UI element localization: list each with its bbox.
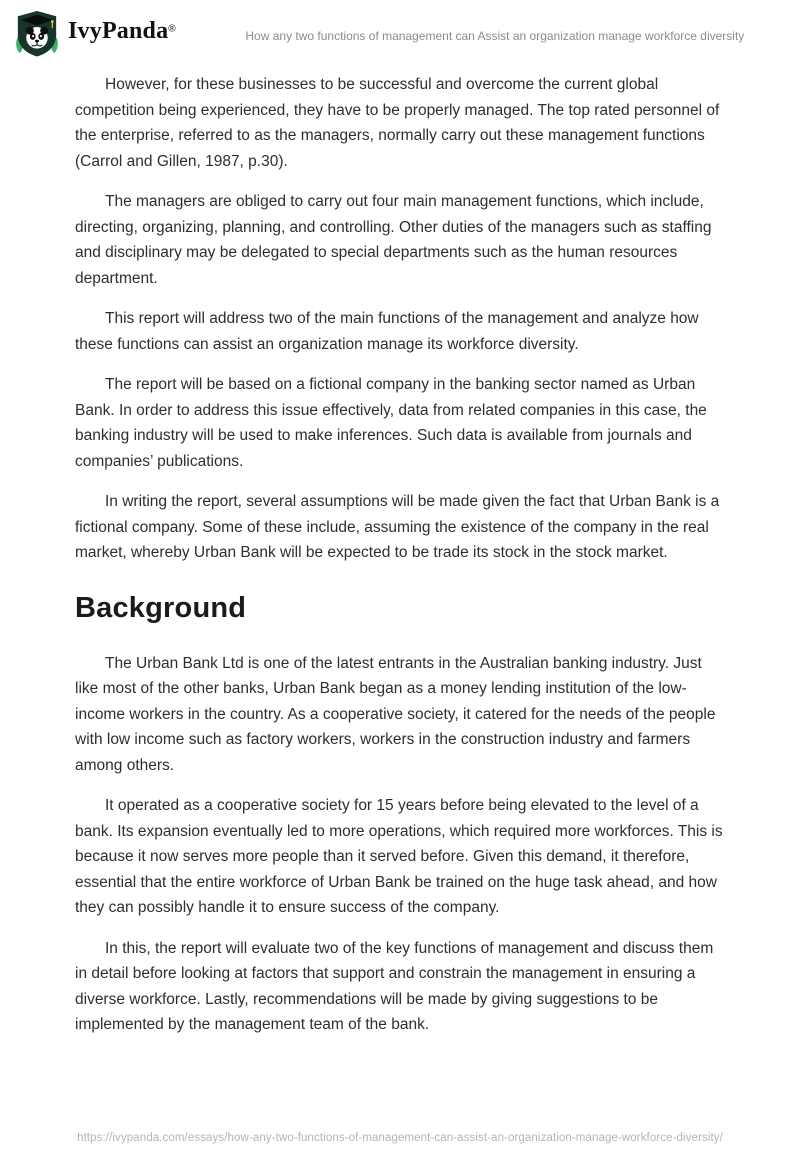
paragraph-6: The Urban Bank Ltd is one of the latest entrants in the Australian banking industry. Just like most of the other banks, Urban Bank began as a money lending institution of the low-income workers in the country. As a cooperative society, it catered for the needs of the people with low income such as factory workers, workers in the construction industry and farmers among others. <box>75 654 716 774</box>
registered-mark: ® <box>168 23 176 35</box>
section-heading-background: Background <box>75 591 247 624</box>
paragraph-5: In writing the report, several assumptions will be made given the fact that Urban Bank is a fictional company. Some of these include, assuming the existence of the company in the real market, whereby Urban Bank will be expected to be trade its stock in the stock market. <box>75 493 720 561</box>
paragraph-4: The report will be based on a fictional company in the banking sector named as Urban Bank. In order to address this issue effectively, data from related companies in this case, the banking industry will be used to make inferences. Such data is available from journals and companies’ publications. <box>75 376 707 470</box>
paragraph-7: It operated as a cooperative society for 15 years before being elevated to the level of a bank. Its expansion eventually led to more operations, which required more workforces. This is because it now serves more people than it served before. Given this demand, it therefore, essential that the entire workforce of Urban Bank be trained on the huge task ahead, and how they can possibly handle it to ensure success of the company. <box>75 797 723 916</box>
source-url: https://ivypanda.com/essays/how-any-two-functions-of-management-can-assist-an-organization-manage-workforce-diversity/ <box>77 1132 723 1144</box>
paragraph-1: However, for these businesses to be successful and overcome the current global competition being experienced, they have to be properly managed. The top rated personnel of the enterprise, referred to as the managers, normally carry out these management functions (Carrol and Gillen, 1987, p.30). <box>75 76 720 170</box>
page-footer <box>0 1132 800 1144</box>
paragraph-2: The managers are obliged to carry out four main management functions, which include, directing, organizing, planning, and controlling. Other duties of the managers such as staffing and disciplinary may be delegated to special departments such as the human resources department. <box>75 193 712 287</box>
document-title: How any two functions of management can Assist an organization manage workforce diversity <box>245 29 745 43</box>
ivypanda-logo-icon <box>14 8 60 58</box>
document-content <box>0 58 800 1038</box>
brand <box>14 8 176 58</box>
brand-name: IvyPanda® <box>68 18 176 44</box>
page-header <box>0 0 800 58</box>
paragraph-8: In this, the report will evaluate two of the key functions of management and discuss them in detail before looking at factors that support and constrain the management in ensuring a diverse workforce. Lastly, recommendations will be made by giving suggestions to be implemented by the management team of the bank. <box>75 939 714 1033</box>
paragraph-3: This report will address two of the main functions of the management and analyze how these functions can assist an organization manage its workforce diversity. <box>75 310 699 353</box>
